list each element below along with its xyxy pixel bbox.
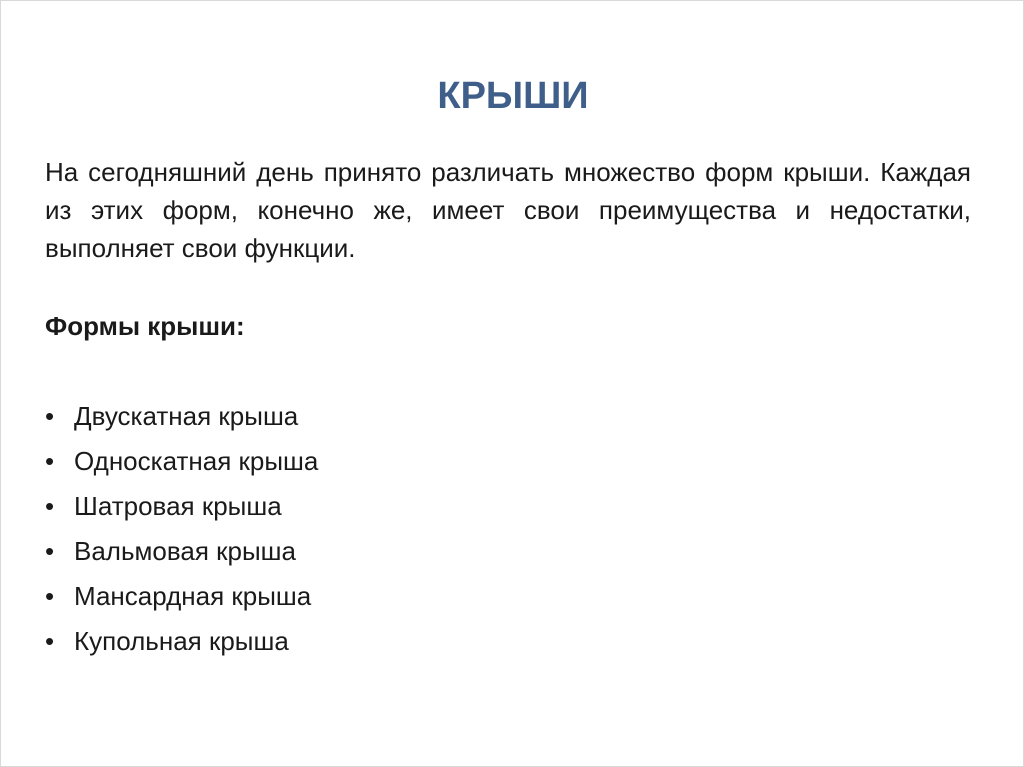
intro-paragraph: На сегодняшний день принято различать множество форм крыши. Каждая из этих форм, конечно же, имеет свои преимущества и недостатки, выполняет свои функции. [45, 157, 971, 263]
bullet-icon: • [45, 446, 55, 476]
bullet-icon: • [45, 536, 55, 566]
bullet-icon: • [45, 581, 55, 611]
list-item [45, 486, 318, 531]
list-item-label: Купольная крыша [74, 626, 289, 656]
list-item [45, 576, 318, 621]
list-item-label: Односкатная крыша [74, 446, 319, 476]
roof-forms-list [45, 396, 318, 666]
list-item [45, 531, 318, 576]
bullet-icon: • [45, 626, 55, 656]
list-item-label: Двускатная крыша [74, 401, 299, 431]
list-item [45, 441, 318, 486]
list-item [45, 396, 318, 441]
bullet-icon: • [45, 401, 55, 431]
bullet-icon: • [45, 491, 55, 521]
slide-title: КРЫШИ [437, 75, 589, 117]
list-item-label: Шатровая крыша [74, 491, 282, 521]
list-item-label: Вальмовая крыша [74, 536, 296, 566]
list-item [45, 621, 318, 666]
roof-forms-heading: Формы крыши: [45, 311, 245, 341]
list-item-label: Мансардная крыша [74, 581, 312, 611]
